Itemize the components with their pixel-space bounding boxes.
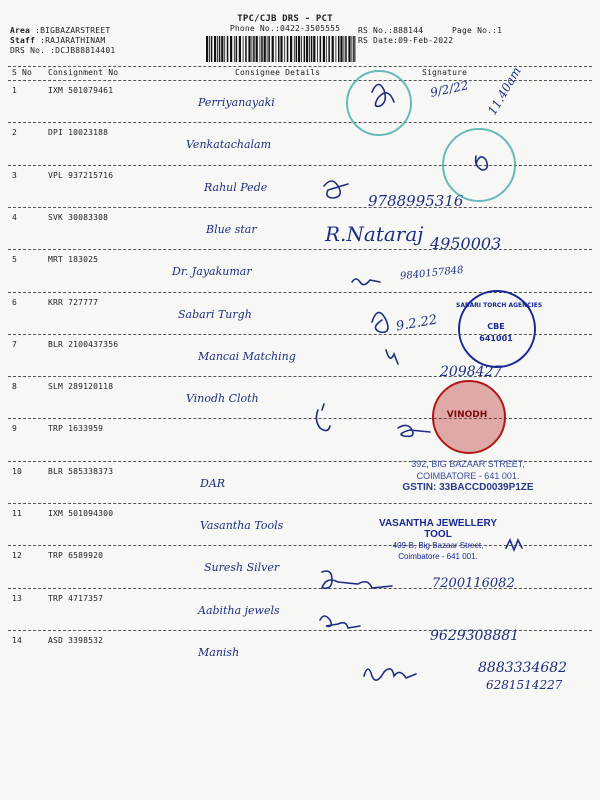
col-signature: Signature — [422, 68, 468, 77]
row-sno: 13 — [12, 593, 23, 603]
note-phone-13: 9629308881 — [430, 628, 520, 644]
stamp-sabari-pin: 641001 — [479, 334, 513, 343]
note-phone-14b: 6281514227 — [486, 678, 563, 692]
signature-3 — [324, 181, 348, 198]
note-time-1: 11.40am — [485, 64, 524, 118]
row-sno: 9 — [12, 424, 18, 434]
stamp-vinodh-text: VINODH — [446, 410, 488, 420]
col-sno: S No — [12, 68, 33, 77]
signature-7 — [386, 350, 398, 364]
vj-name: VASANTHA JEWELLERY TOOL — [379, 518, 497, 540]
row-consignment: BLR 585338373 — [48, 466, 114, 476]
row-consignment: TRP 4717357 — [48, 593, 104, 603]
stamp-vasantha — [368, 518, 508, 562]
row-sno: 2 — [12, 128, 18, 138]
signature-12 — [322, 571, 392, 588]
row-consignment: SLM 289120118 — [48, 382, 114, 392]
note-phone-12: 7200116082 — [432, 576, 515, 591]
row-consignment: ASD 3398532 — [48, 635, 104, 645]
drs-label: DRS No. — [10, 46, 46, 55]
row-sno: 14 — [12, 635, 23, 645]
signature-13 — [320, 616, 360, 628]
signature-6 — [372, 312, 388, 332]
note-sign-4: R.Nataraj — [325, 222, 424, 246]
signature-14 — [364, 669, 416, 680]
row-sno: 11 — [12, 509, 23, 518]
row-consignment: VPL 937215716 — [48, 170, 114, 180]
rs-date: RS Date:09-Feb-2022 — [358, 36, 454, 45]
area-label: Area — [10, 26, 31, 35]
row-consignee: Suresh Silver — [204, 561, 280, 575]
note-date-6: 9.2.22 — [395, 312, 439, 335]
row-consignment: BLR 2100437356 — [48, 339, 119, 349]
gstin: GSTIN: 33BACCD0039P1ZE — [402, 482, 534, 493]
row-consignment: DPI 10023188 — [48, 128, 109, 138]
row-consignee: DAR — [200, 476, 226, 490]
row-consignment: IXM 501094300 — [48, 509, 114, 518]
gst-city: COIMBATORE - 641 001. — [416, 471, 520, 481]
row-sno: 5 — [12, 255, 18, 265]
page-number: Page No.:1 — [452, 26, 503, 35]
row-consignee: Perriyanayaki — [198, 96, 275, 109]
note-phone-4: 4950003 — [430, 234, 502, 253]
col-consignment: Consignment No — [48, 68, 119, 77]
vj-city: Coimbatore - 641 001. — [398, 552, 478, 561]
stamp-teal-2 — [442, 128, 516, 202]
note-phone-14a: 8883334682 — [478, 660, 568, 676]
row-consignee: Mancai Matching — [198, 349, 296, 363]
row-consignee: Vasantha Tools — [200, 519, 284, 532]
note-phone-3: 9788995316 — [368, 192, 464, 210]
vj-address: 409-B, Big Bazaar Street, — [392, 541, 484, 550]
document-title: TPC/CJB DRS - PCT — [237, 14, 333, 24]
signature-11 — [506, 540, 522, 550]
row-consignee: Sabari Turgh — [178, 307, 252, 321]
note-phone-7: 2098427 — [440, 364, 503, 380]
note-date-1: 9/2/22 — [428, 78, 470, 100]
gst-address: 392, BIG BAZAAR STREET, — [411, 459, 525, 469]
col-consignee: Consignee Details — [235, 68, 321, 77]
row-consignment: MRT 183025 — [48, 255, 99, 265]
row-sno: 10 — [12, 466, 23, 476]
phone-number: Phone No.:0422-3505555 — [229, 24, 341, 33]
rs-number: RS No.:888144 — [358, 26, 424, 35]
stamp-sabari-name: SABARI TORCH AGENCIES — [456, 302, 543, 309]
row-sno: 7 — [12, 339, 18, 349]
row-sno: 8 — [12, 382, 18, 392]
row-sno: 4 — [12, 212, 18, 222]
stamp-gst-block — [378, 458, 558, 494]
staff-value: :RAJARATHINAM — [40, 36, 106, 45]
drs-value: :DCJB88814401 — [50, 46, 116, 55]
row-consignment: KRR 727777 — [48, 297, 99, 307]
row-sno: 3 — [12, 170, 18, 180]
area-value: :BIGBAZARSTREET — [35, 26, 111, 35]
row-sno: 1 — [12, 86, 18, 95]
row-consignee: Dr. Jayakumar — [172, 265, 252, 279]
staff-label: Staff — [10, 36, 36, 45]
signature-8a — [316, 404, 330, 431]
row-consignee: Venkatachalam — [186, 138, 272, 152]
signature-8b — [398, 425, 430, 436]
row-consignee: Rahul Pede — [204, 180, 268, 194]
row-consignee: Aabitha jewels — [198, 603, 280, 617]
row-consignment: IXM 501079461 — [48, 86, 114, 95]
stamp-teal-1 — [346, 70, 412, 136]
row-sno: 12 — [12, 551, 23, 561]
row-sno: 6 — [12, 297, 18, 307]
row-consignment: SVK 30083308 — [48, 212, 109, 222]
row-consignee: Vinodh Cloth — [186, 392, 259, 406]
signature-5 — [352, 279, 380, 285]
row-consignee: Blue star — [206, 222, 257, 236]
row-consignee: Manish — [198, 645, 240, 659]
note-phone-5: 9840157848 — [399, 264, 465, 283]
row-consignment: TRP 6589920 — [48, 551, 104, 561]
stamp-sabari-city: CBE — [487, 322, 505, 331]
row-consignment: TRP 1633959 — [48, 424, 104, 434]
